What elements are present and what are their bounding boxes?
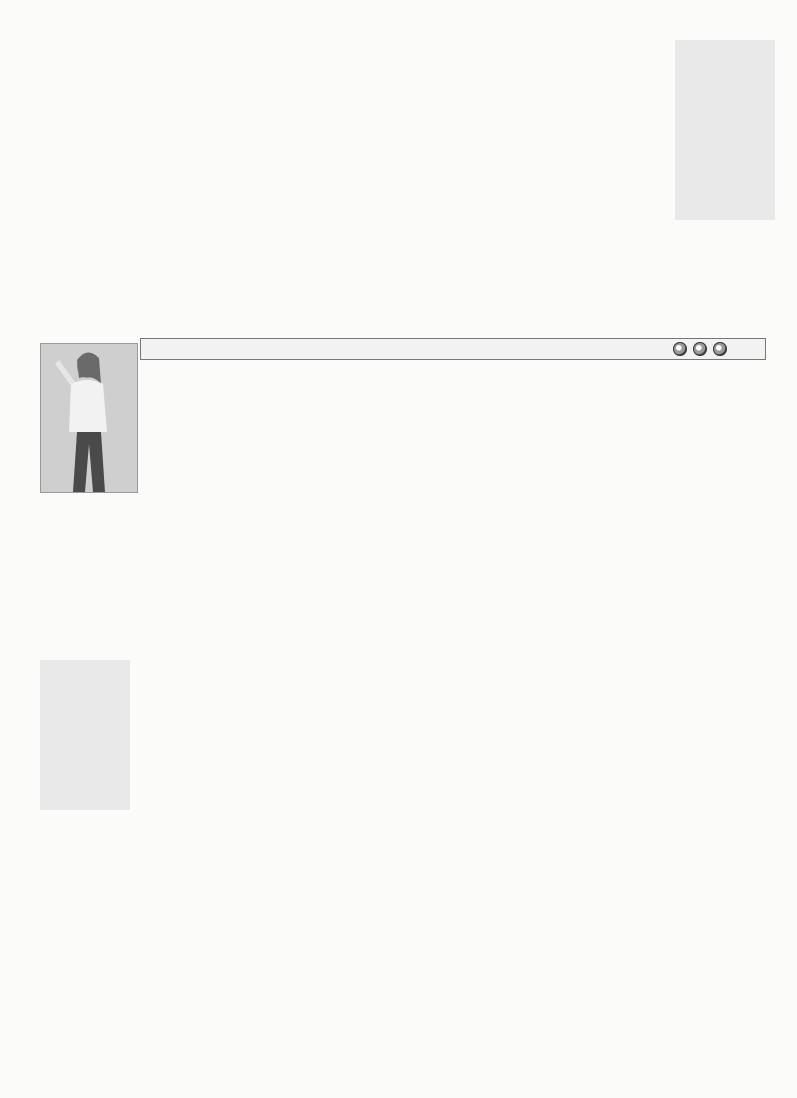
difficulty-yarn-icon-3 [713, 342, 727, 356]
top-schema-diagrams [0, 0, 797, 290]
difficulty-yarn-icon-2 [693, 342, 707, 356]
crochet-chart-schema-1 [0, 600, 797, 1080]
model-photo [40, 343, 138, 493]
difficulty-yarn-icon-1 [673, 342, 687, 356]
article-title-bar [140, 338, 766, 360]
